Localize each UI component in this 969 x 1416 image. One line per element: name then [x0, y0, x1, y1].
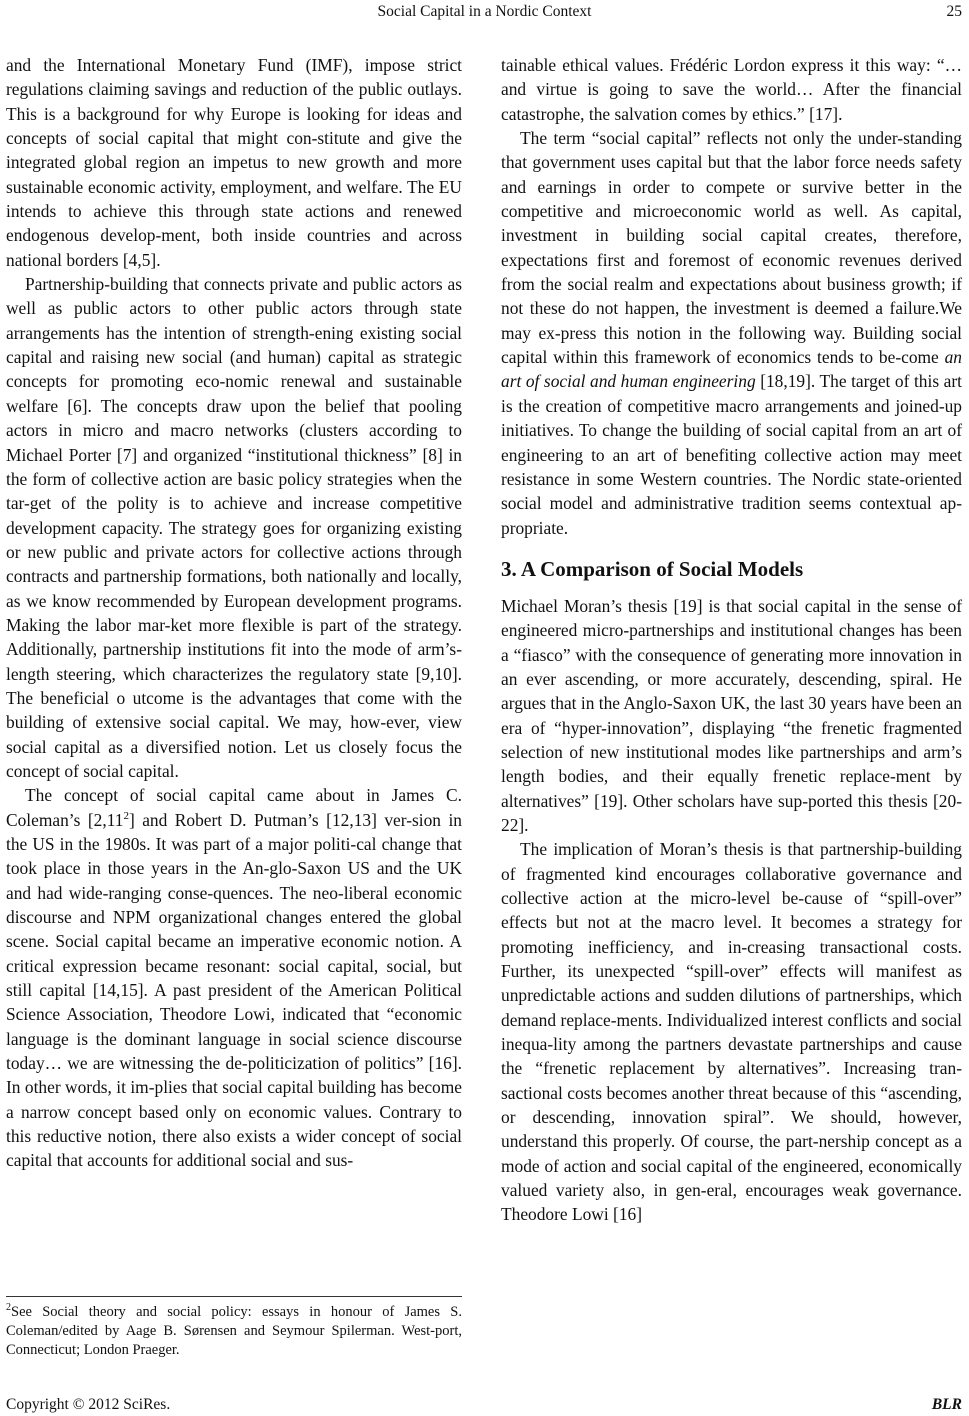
text-run: [18,19]. The target of this art is the creation of competitive macro arrangements and joined-up initiatives. To change the building of social capital from an art of engineering to an art of benefiting collective action may meet resistance in some Western countries. The Nordic state-oriented social model and administrative tradition seems contextual ap-propriate.: [501, 371, 962, 538]
paragraph: Michael Moran’s thesis [19] is that social capital in the sense of engineered micro-partnerships and institutional changes has been a “fiasco” with the consequence of generating more innovation in an ever ascending, or more accurately, descending, spiral. He argues that in the Anglo-Saxon UK, the last 30 years have been an era of “hyper-innovation”, displaying “the frenetic fragmented selection of new institutional modes like partnerships and arm’s length bodies, and their equally frenetic replace-ment by alternatives” [19]. Other scholars have sup-ported this thesis [20-22].: [501, 595, 962, 835]
running-title: Social Capital in a Nordic Context: [377, 3, 592, 20]
text-run: The term “social capital” reflects not only the under-standing that government uses capital but that the labor force needs safety and earnings in order to compete or survive better in the competitive and microeconomic world as well. As capital, investment in building social capital creates, therefore, expectations first and foremost of economic revenues derived from the social realm and expectations about business growth; if not these do not happen, the investment is deemed a failure.We may ex-press this notion in the following way. Building social capital within this framework of economics tends to be-come: [501, 128, 962, 368]
left-column: [6, 53, 462, 1173]
emphasis-text: an art of social and human engineering: [501, 347, 962, 392]
footnote-text: See Social theory and social policy: essays in honour of James S. Coleman/edited by Aage B. Sørensen and Seymour Spilerman. West-port, Connecticut; London Praeger.: [6, 1304, 462, 1358]
page-number: 25: [946, 3, 962, 20]
footnote-marker: 2: [6, 1302, 11, 1314]
page-footer: [6, 1395, 962, 1415]
footnote: [6, 1296, 462, 1360]
footnote-ref: 2: [123, 809, 129, 822]
paragraph: [501, 126, 962, 540]
text-run: The concept of social capital came about in James C. Coleman’s [2,11: [6, 785, 462, 830]
running-header: [0, 0, 969, 24]
paragraph: and the International Monetary Fund (IMF), impose strict regulations claiming savings and reduction of the public outlays. This is a background for why Europe is looking for ideas and concepts of social capital that might con-stitute and give the integrated global region an impetus to new growth and more sustainable economic activity, employment, and welfare. The EU intends to achieve this through state actions and renewed endogenous develop-ment, both inside countries and across national borders [4,5].: [6, 55, 462, 270]
section-heading: 3. A Comparison of Social Models: [501, 556, 804, 581]
right-column: [501, 53, 962, 1227]
text-run: ] and Robert D. Putman’s [12,13] ver-sion in the US in the 1980s. It was part of a major politi-cal change that took place in those years in the An-glo-Saxon US and the UK and had wide-ranging conse-quences. The neo-liberal economic discourse and NPM organizational changes entered the global scene. Social capital became an imperative economic notion. A critical expression became resonant: social capital, social, but still capital [14,15]. A past president of the American Political Science Association, Theodore Lowi, indicated that “economic language is the dominant language in social science discourse today… we are witnessing the de-politicization of politics” [16]. In other words, it im-plies that social capital building has become a narrow concept based only on economic values. Contrary to this reductive notion, there also exists a wider concept of social capital that accounts for additional social and sus-: [6, 809, 462, 1171]
paragraph: Partnership-building that connects private and public actors as well as public actors to other public actors through state arrangements has the intention of strength-ening existing social capital and raising new social (and human) capital as strategic concepts for promoting eco-nomic renewal and sustainable welfare [6]. The concepts draw upon the belief that pooling actors in micro and macro networks (clusters according to Michael Porter [7] and organized “institutional thickness” [8] in the form of collective action are basic policy strategies when the tar-get of the polity is to achieve and increase competitive development capacity. The strategy goes for organizing existing or new public and private actors for collective actions through contracts and partnership formations, both nationally and locally, as we know recommended by European development programs. Making the labor mar-ket more flexible is part of the strategy. Additionally, partnership institutions fit into the mode of arm’s-length steering, which characterizes the regulatory state [9,10]. The beneficial o utcome is the advantages that come with the building of extensive social capital. We may, how-ever, view social capital as a diversified notion. Let us closely focus the concept of social capital.: [6, 274, 462, 781]
journal-abbrev: BLR: [931, 1396, 962, 1413]
paragraph: The implication of Moran’s thesis is that partnership-building of fragmented kind encourages collaborative governance and collective action at the micro-level be-cause of “spill-over” effects but not at the macro level. It becomes a strategy for promoting inefficiency, and in-creasing transactional costs. Further, its unexpected “spill-over” effects will manifest as unpredictable actions and sudden dilutions of partnerships, which demand replace-ments. Individualized interest conflicts and social inequa-lity among the partners devastate partnerships and cause the “frenetic replacement by alternatives”. Increasing tran-sactional costs becomes another threat because of this “ascending, or descending, innovation spiral”. We should, however, understand this properly. Of course, the part-nership concept as a mode of action and social capital of the engineered, economically valued variety also, in gen-eral, encourages weak governance. Theodore Lowi [16]: [501, 839, 962, 1225]
paragraph: tainable ethical values. Frédéric Lordon express it this way: “…and virtue is going to save the world… After the financial catastrophe, the salvation comes by ethics.” [17].: [501, 55, 962, 124]
paragraph: [6, 783, 462, 1173]
copyright-notice: Copyright © 2012 SciRes.: [6, 1396, 171, 1413]
